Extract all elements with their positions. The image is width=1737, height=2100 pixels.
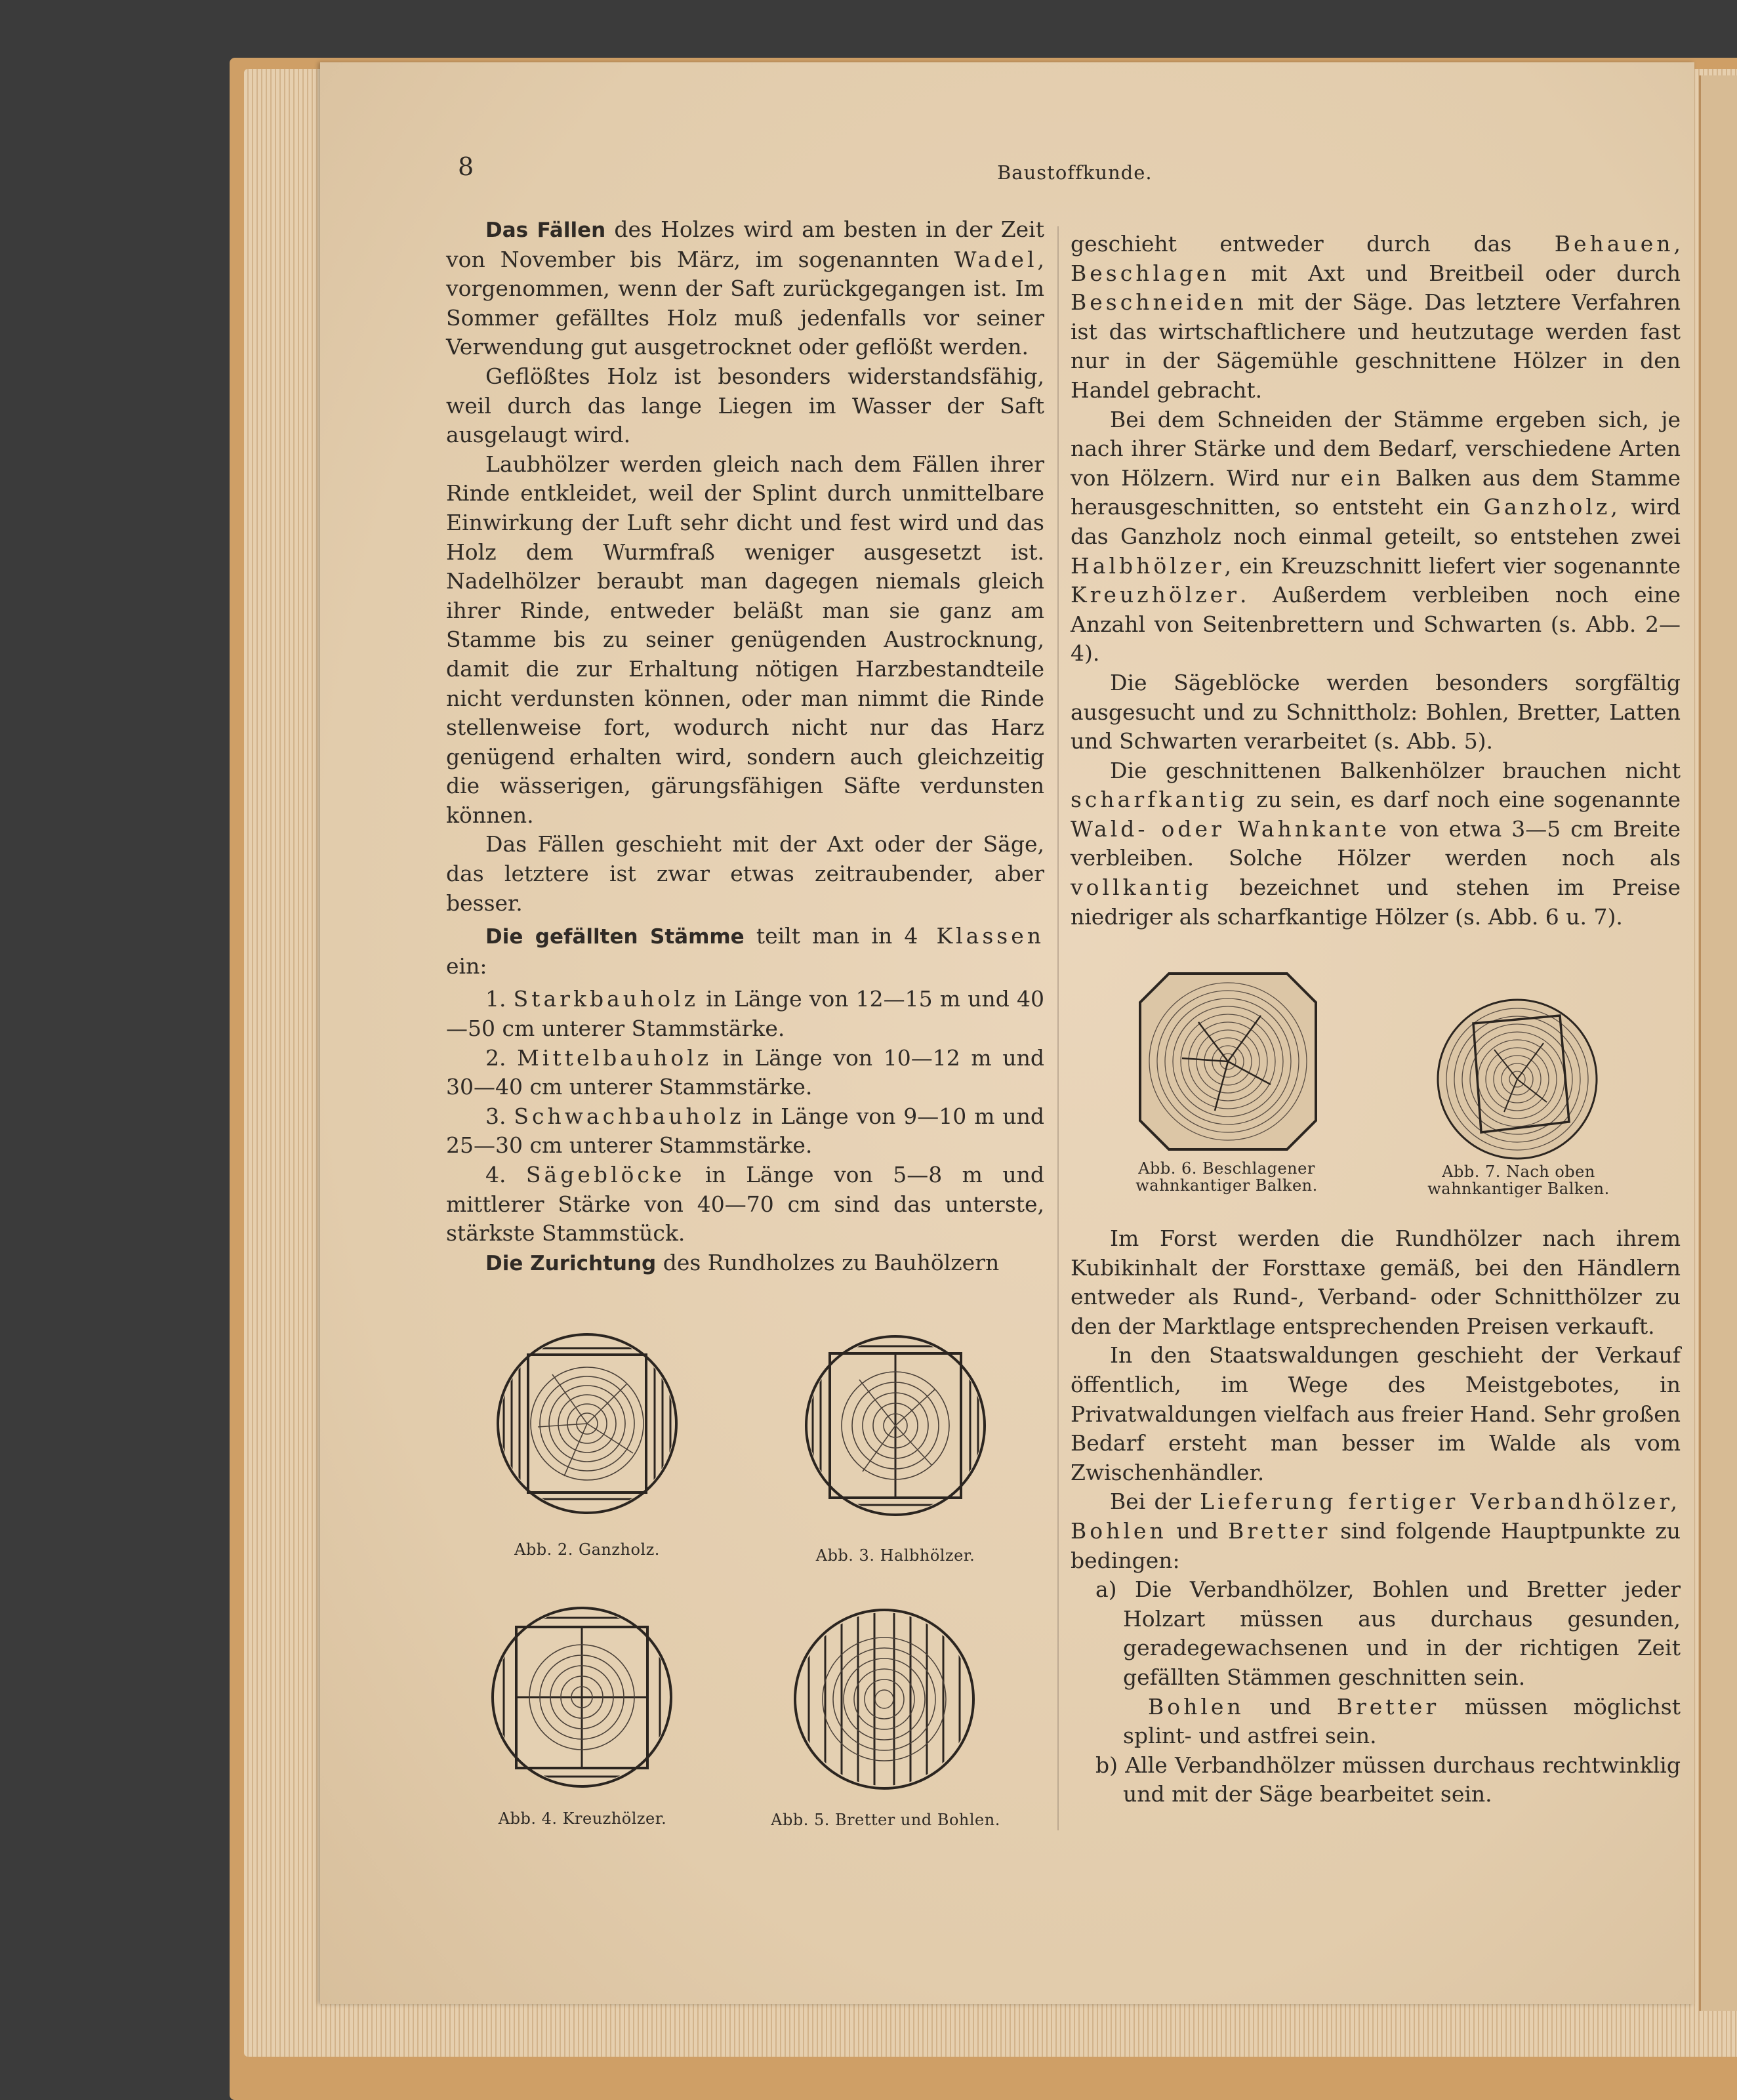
term-saegebloecke: Sägeblöcke <box>525 1162 685 1187</box>
text: des Rundholzes zu Bauhölzern <box>656 1249 1000 1275</box>
text: mit Axt und Breitbeil oder durch <box>1229 260 1681 286</box>
text: . Außerdem verbleiben noch eine Anzahl von Seitenbrettern und Schwarten (s. Abb. 2—4). <box>1071 582 1681 667</box>
term-bohlen: Bohlen <box>1148 1693 1244 1719</box>
list-item-b <box>1071 1751 1681 1809</box>
text: geschieht entweder durch das <box>1071 231 1555 257</box>
term-bretter: Bretter <box>1336 1693 1440 1719</box>
text: Die geschnittenen Balkenhölzer brauchen nicht <box>1110 757 1681 783</box>
text: ein: <box>446 953 487 979</box>
caption-abb6-line1: Abb. 6. Beschlagener <box>1138 1159 1315 1178</box>
text: Balken aus dem Stamme herausgeschnitten, so entsteht ein <box>1071 464 1681 520</box>
term-faellen: Das Fällen <box>485 218 606 242</box>
text: sind folgende Hauptpunkte zu bedingen: <box>1071 1517 1681 1573</box>
term-mittelbauholz: Mittelbauholz <box>517 1044 712 1071</box>
paragraph-balkenhoelzer <box>1071 756 1681 932</box>
term-4-klassen: 4 Klassen <box>904 923 1044 949</box>
text: in Länge von 12—15 m und 40—50 cm unterer Stammstärke. <box>446 986 1044 1042</box>
caption-abb3: Abb. 3. Halbhölzer. <box>815 1546 975 1565</box>
term-zurichtung: Die Zurichtung <box>485 1251 657 1275</box>
right-column-top <box>1071 230 1681 932</box>
text: Die Verbandhölzer, Bohlen und Bretter jeder Holzart müssen aus durchaus gesunden, geradegewachsenen und in der richtigen Zeit gefällten Stämmen geschnitten sein. <box>1123 1576 1681 1690</box>
right-column-bottom <box>1071 1224 1681 1809</box>
list-label: b) <box>1095 1752 1126 1778</box>
text: teilt man in <box>744 923 905 949</box>
text: Bei der <box>1110 1489 1200 1515</box>
figure-kreuzhoelzer <box>487 1602 677 1792</box>
list-number: 3. <box>485 1103 514 1129</box>
caption-abb6-line2: wahnkantiger Balken. <box>1135 1176 1318 1195</box>
paragraph-zurichtung <box>446 1248 1044 1279</box>
paragraph-forst: Im Forst werden die Rundhölzer nach ihrem Kubikinhalt der Forsttaxe gemäß, bei den Händlern entweder als Rund-, Verband- oder Schnitthölzer zu den der Marktlage entsprechenden Preisen verkauft. <box>1071 1225 1681 1339</box>
term-vollkantig: vollkantig <box>1071 875 1212 901</box>
figure-bretter-bohlen <box>789 1604 979 1794</box>
list-item-a <box>1071 1575 1681 1692</box>
list-item-starkbauholz <box>446 985 1044 1043</box>
paragraph-schneiden <box>1071 405 1681 669</box>
text: Bei dem Schneiden der Stämme ergeben sich, je nach ihrer Stärke und dem Bedarf, verschiedene Arten von Hölzern. Wird nur <box>1071 406 1681 491</box>
paragraph-geflosstes-holz: Geflößtes Holz ist besonders widerstandsfähig, weil durch das lange Liegen im Wasser der Saft ausgelaugt wird. <box>446 363 1044 448</box>
text: des Holzes wird am besten in der Zeit von November bis März, im sogenannten <box>446 216 1044 272</box>
paragraph-axt-saege: Das Fällen geschieht mit der Axt oder der Säge, das letztere ist zwar etwas zeitraubender, aber besser. <box>446 831 1044 916</box>
paragraph-faellen <box>446 215 1044 362</box>
list-number: 1. <box>485 986 514 1012</box>
term-kreuzhoelzer: Kreuzhölzer <box>1071 582 1240 608</box>
paragraph-staatswaldungen: In den Staatswaldungen geschieht der Verkauf öffentlich, im Wege des Meistgebotes, in Privatwaldungen vielfach aus freier Hand. Sehr großen Bedarf ersteht man besser im Walde als vom Zwischenhändler. <box>1071 1342 1681 1485</box>
caption-abb7-line1: Abb. 7. Nach oben <box>1442 1163 1595 1181</box>
paragraph-laubhoelzer: Laubhölzer werden gleich nach dem Fällen ihrer Rinde entkleidet, weil der Splint durch unmittelbare Einwirkung der Luft sehr dicht und fest wird und das Holz dem Wurmfraß weniger ausgesetzt ist. Nadelhölzer beraubt man dagegen niemals gleich ihrer Rinde, entweder beläßt man sie ganz am Stamme bis zu seiner genügenden Austrocknung, damit die zur Erhaltung nötigen Harzbestandteile nicht verdunsten können, oder man nimmt die Rinde stellenweise fort, wodurch nicht nur das Harz genügend erhalten wird, sondern auch gleichzeitig die wässerigen, gärungsfähigen Säfte verdunsten können. <box>446 451 1044 828</box>
figure-oben-wahnkantiger-balken <box>1435 997 1599 1161</box>
term-beschneiden: Beschneiden <box>1071 289 1247 316</box>
paragraph-saegebloecke: Die Sägeblöcke werden besonders sorgfältig ausgesucht und zu Schnittholz: Bohlen, Bretter, Latten und Schwarten verarbeitet (s. Abb. 5). <box>1071 669 1681 754</box>
caption-abb5: Abb. 5. Bretter und Bohlen. <box>771 1811 1000 1829</box>
term-lieferung: Lieferung fertiger Verbandhölzer, Bohlen <box>1071 1489 1681 1544</box>
caption-abb7 <box>1400 1163 1637 1197</box>
paragraph-lieferung <box>1071 1487 1681 1575</box>
list-label: a) <box>1095 1576 1135 1603</box>
term-wadel: Wadel <box>954 246 1038 272</box>
term-behauen: Behauen <box>1554 231 1674 257</box>
column-divider <box>1057 226 1059 1830</box>
term-bretter: Bretter <box>1228 1517 1331 1544</box>
text: und <box>1166 1517 1229 1544</box>
list-item-schwachbauholz <box>446 1102 1044 1161</box>
term-ganzholz: Ganzholz <box>1483 494 1611 520</box>
page-number: 8 <box>458 152 474 181</box>
term-gefaellte-staemme: Die gefällten Stämme <box>485 925 745 949</box>
term-schwachbauholz: Schwachbauholz <box>514 1103 745 1129</box>
text: bezeichnet und stehen im Preise niedriger als scharfkantige Hölzer (s. Abb. 6 u. 7). <box>1071 875 1681 930</box>
caption-abb7-line2: wahnkantiger Balken. <box>1427 1180 1610 1198</box>
term-beschlagen: Beschlagen <box>1071 260 1230 286</box>
text: , wird das Ganzholz noch einmal geteilt, so entstehen zwei <box>1071 494 1681 549</box>
term-scharfkantig: scharfkantig <box>1071 787 1248 813</box>
text: in Länge von 5—8 m und mittlerer Stärke von 40—70 cm sind das unterste, stärkste Stammstück. <box>446 1162 1044 1246</box>
term-wahnkante: Wald- oder Wahnkante <box>1071 815 1390 842</box>
list-item-mittelbauholz <box>446 1044 1044 1102</box>
text: von etwa 3—5 cm Breite verbleiben. Solche Hölzer werden noch als <box>1071 815 1681 871</box>
figure-ganzholz <box>492 1328 682 1519</box>
text: zu sein, es darf noch eine sogenannte <box>1248 787 1681 813</box>
figure-beschlagener-balken <box>1136 970 1320 1153</box>
caption-abb2: Abb. 2. Ganzholz. <box>514 1540 660 1559</box>
text: mit der Säge. Das letztere Verfahren ist das wirtschaftlichere und heutzutage werden fast nur in der Sägemühle geschnittene Hölzer in den Handel gebracht. <box>1071 289 1681 403</box>
list-number: 4. <box>485 1162 526 1187</box>
list-number: 2. <box>485 1044 518 1071</box>
caption-abb6 <box>1102 1160 1351 1194</box>
term-ein: ein <box>1340 464 1385 491</box>
term-starkbauholz: Starkbauholz <box>513 986 699 1012</box>
text: , vorgenommen, wenn der Saft zurückgegangen ist. Im Sommer gefälltes Holz muß jedenfalls vor seiner Verwendung gut ausgetrocknet oder geflößt werden. <box>446 246 1044 360</box>
running-head: Baustoffkunde. <box>997 161 1153 184</box>
text: müssen möglichst splint- und astfrei sein. <box>1123 1693 1681 1749</box>
text: in Länge von 9—10 m und 25—30 cm unterer Stammstärke. <box>446 1103 1044 1159</box>
text: Alle Verbandhölzer müssen durchaus rechtwinklig und mit der Säge bearbeitet sein. <box>1123 1752 1681 1807</box>
text: und <box>1244 1693 1337 1719</box>
caption-abb4: Abb. 4. Kreuzhölzer. <box>498 1809 667 1828</box>
next-page-edge <box>1699 75 1737 2011</box>
text: in Länge von 10—12 m und 30—40 cm unterer Stammstärke. <box>446 1044 1044 1100</box>
list-item-saegebloecke <box>446 1161 1044 1248</box>
paragraph-klassen <box>446 922 1044 981</box>
term-halbhoelzer: Halbhölzer <box>1071 552 1225 579</box>
text: , ein Kreuzschnitt liefert vier sogenannte <box>1224 552 1681 579</box>
paragraph-zurichtung-cont <box>1071 230 1681 405</box>
list-item-a-cont <box>1071 1693 1681 1751</box>
left-column <box>446 215 1044 1278</box>
text: , <box>1673 231 1681 257</box>
figure-halbhoelzer <box>797 1330 994 1521</box>
